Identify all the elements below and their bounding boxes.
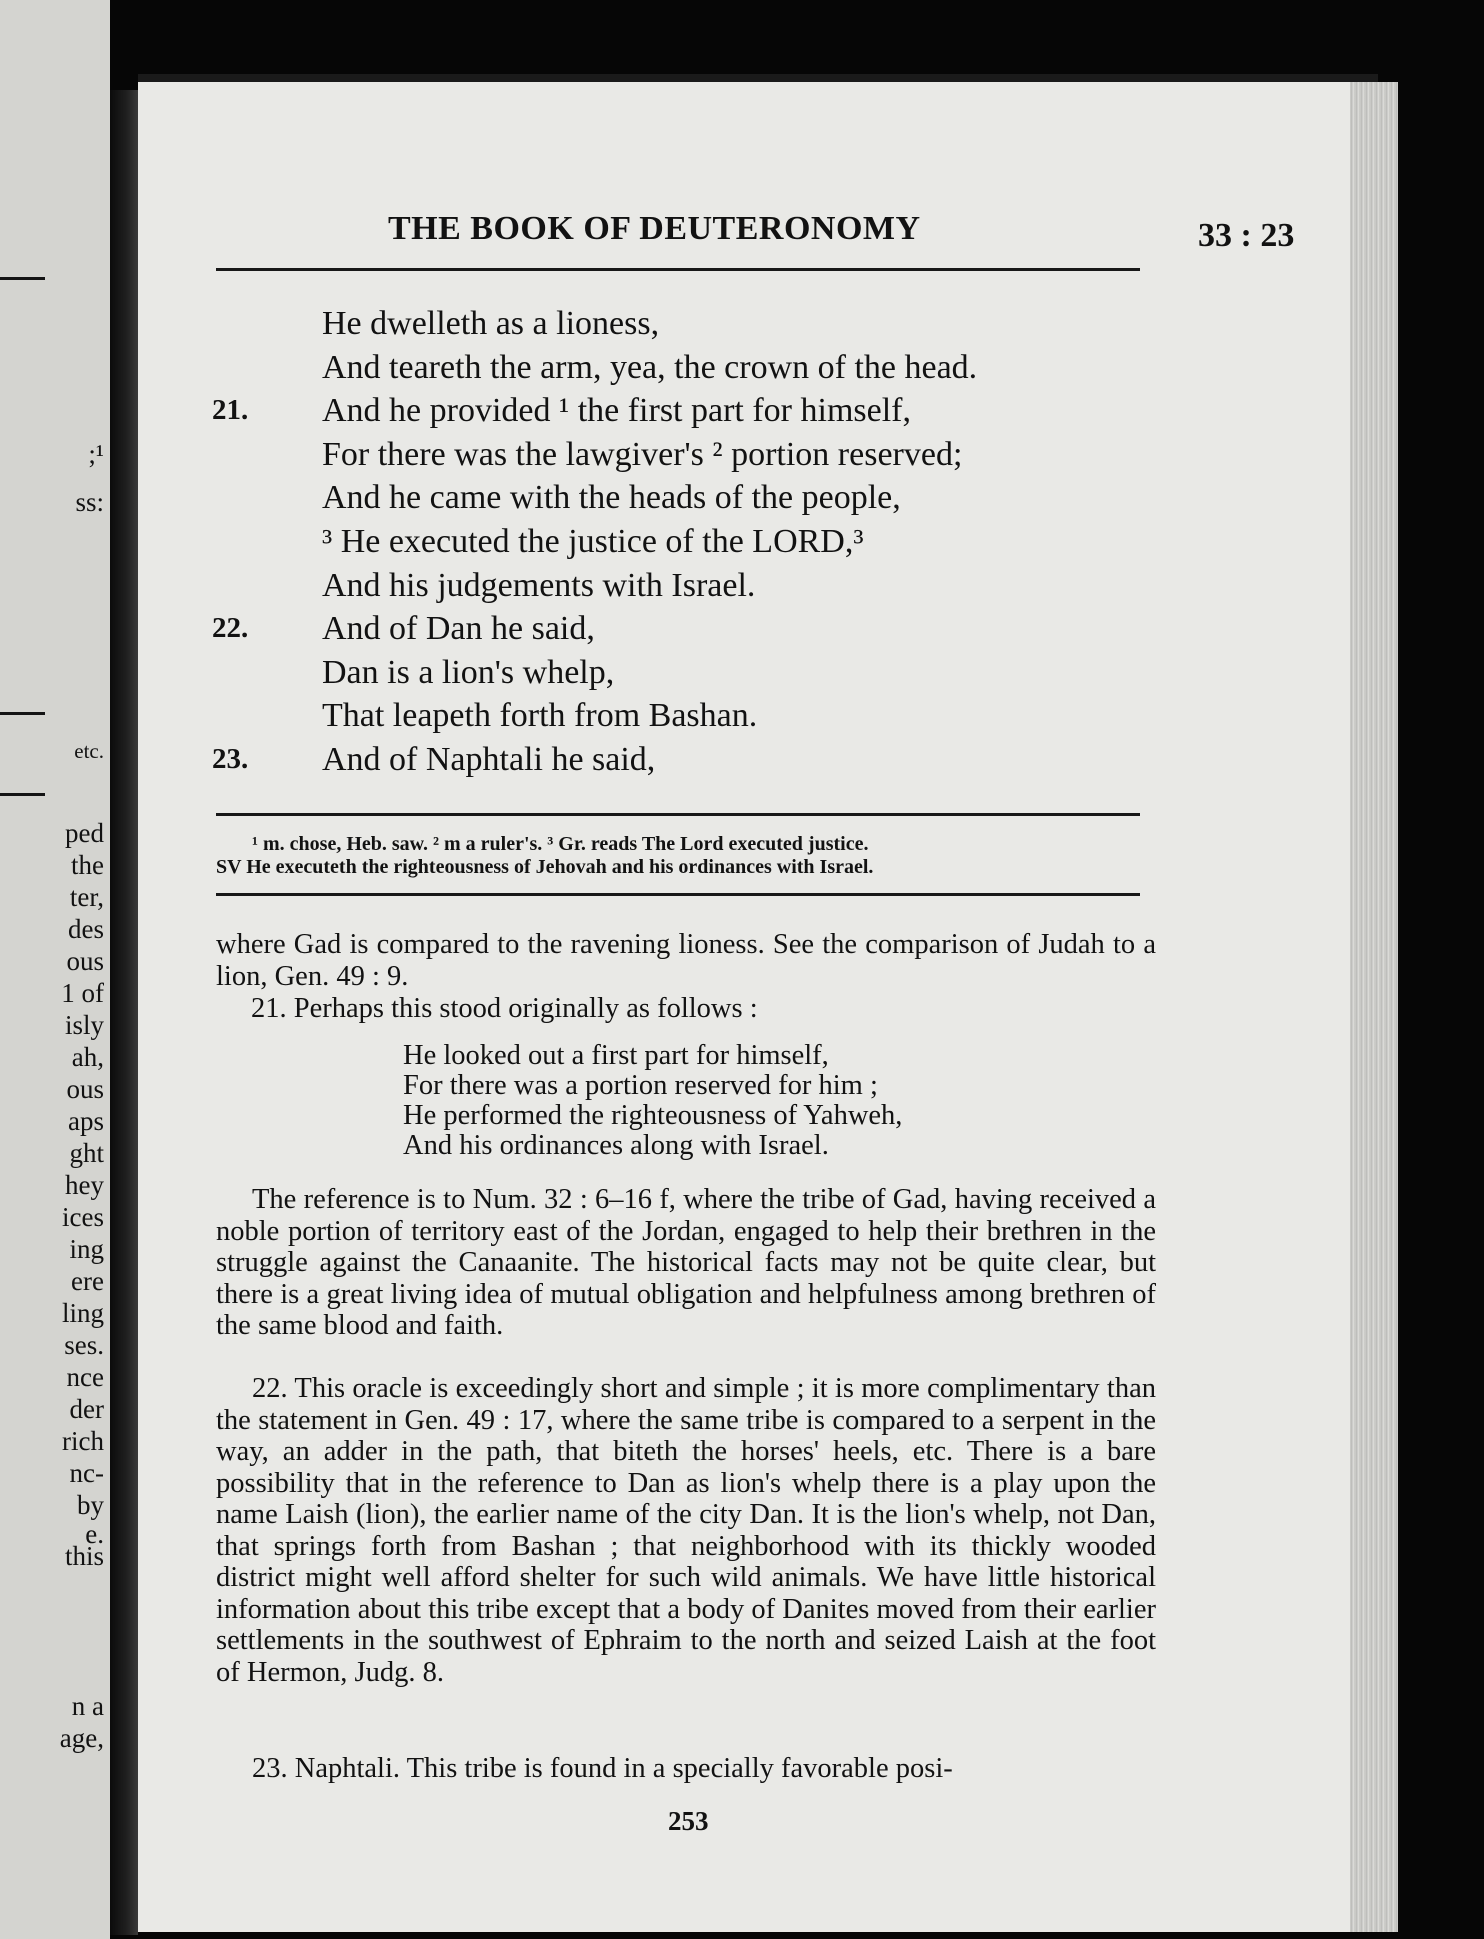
verse-text: And he came with the heads of the people, (322, 479, 901, 517)
commentary-text: where Gad is compared to the ravening lioness. See the comparison of Judah to a lion, Gen. 49 : 9. (216, 929, 1156, 992)
left-fragment: ices (62, 1202, 104, 1232)
commentary-text: The reference is to Num. 32 : 6–16 f, where the tribe of Gad, having received a noble portion of territory east of the Jordan, engaged to help their brethren in the struggle against the Canaanite. The historical facts may not be quite clear, but there is a great living idea of mutual obligation and helpfulness among brethren of the same blood and faith. (216, 1184, 1156, 1341)
left-fragment: rich (62, 1426, 104, 1456)
left-fragment: age, (59, 1723, 104, 1753)
verse-text: And his judgements with Israel. (322, 566, 756, 604)
left-fragment: ses. (64, 1330, 104, 1360)
left-fragment: nce (66, 1362, 104, 1392)
book-gutter (110, 90, 138, 1935)
quoted-line: He performed the righteousness of Yahweh, (403, 1100, 903, 1131)
quoted-line: For there was a portion reserved for him ; (403, 1070, 878, 1101)
verse-text: Dan is a lion's whelp, (322, 653, 615, 691)
commentary-paragraph (216, 1373, 1156, 1688)
header-rule (216, 268, 1140, 271)
chapter-verse-reference: 33 : 23 (1198, 217, 1295, 254)
verse-text: That leapeth forth from Bashan. (322, 697, 758, 735)
quoted-line: He looked out a first part for himself, (403, 1040, 829, 1071)
left-fragment: ss: (75, 487, 104, 517)
verse-text: And he provided ¹ the first part for himself, (322, 392, 911, 430)
left-page-rule (0, 793, 45, 796)
left-fragment: ing (69, 1234, 104, 1264)
left-fragment: des (68, 914, 104, 944)
left-fragment: n a (71, 1691, 104, 1721)
running-title: THE BOOK OF DEUTERONOMY (388, 210, 921, 247)
left-fragment: this (64, 1541, 104, 1571)
left-fragment: etc. (74, 739, 104, 763)
verse-number: 22. (212, 612, 249, 645)
verse-number: 21. (212, 394, 249, 427)
verse-text: And of Dan he said, (322, 610, 595, 648)
left-fragment: ter, (69, 882, 104, 912)
verse-text: And teareth the arm, yea, the crown of the head. (322, 348, 978, 386)
commentary-paragraph (216, 1753, 1156, 1785)
quoted-line: And his ordinances along with Israel. (403, 1130, 829, 1161)
left-fragment: e. (85, 1519, 104, 1549)
left-fragment: der (69, 1394, 104, 1424)
left-fragment: ling (61, 1298, 104, 1328)
commentary-text: 23. Naphtali. This tribe is found in a specially favorable posi- (252, 1753, 953, 1784)
left-page-rule (0, 277, 45, 280)
left-fragment: ous (66, 1074, 104, 1104)
commentary-paragraph (216, 929, 1156, 992)
footnote-top-rule (216, 813, 1140, 816)
commentary-text: 22. This oracle is exceedingly short and simple ; it is more complimentary than the statement in Gen. 49 : 17, where the same tribe is compared to a serpent in the way, an adder in the path, that biteth the horses' heels, etc. There is a bare possibility that in the reference to Dan as lion's whelp there is a play upon the name Laish (lion), the earlier name of the city Dan. It is the lion's whelp, not Dan, that springs forth from Bashan ; that neighborhood with its thickly wooded district might well afford shelter for such wild animals. We have little historical information about this tribe except that a body of Danites moved from their earlier settlements in the southwest of Ephraim to the north and seized Laish at the foot of Hermon, Judg. 8. (216, 1373, 1156, 1688)
left-fragment: aps (68, 1106, 104, 1136)
footnote-line: SV He executeth the righteousness of Jehovah and his ordinances with Israel. (216, 856, 874, 878)
left-fragment: ped (65, 818, 104, 848)
left-fragment: 1 of (61, 978, 104, 1008)
left-fragment: ere (71, 1266, 104, 1296)
page-number: 253 (668, 1806, 709, 1836)
commentary-text: 21. Perhaps this stood originally as follows : (251, 993, 758, 1024)
page-edge (1350, 82, 1398, 1932)
left-fragment: hey (65, 1170, 104, 1200)
left-fragment: ah, (71, 1042, 104, 1072)
left-fragment: ;¹ (88, 439, 104, 469)
left-fragment: isly (64, 1010, 104, 1040)
left-facing-page (0, 0, 110, 1939)
footnote-bottom-rule (216, 893, 1140, 896)
left-fragment: ous (66, 946, 104, 976)
verse-text: For there was the lawgiver's ² portion reserved; (322, 435, 963, 473)
verse-text: And of Naphtali he said, (322, 740, 656, 778)
commentary-paragraph (216, 1184, 1156, 1342)
left-fragment: by (77, 1490, 104, 1520)
commentary-paragraph (251, 993, 1156, 1025)
left-page-rule (0, 712, 45, 715)
verse-text: He dwelleth as a lioness, (322, 305, 660, 342)
verse-text: ³ He executed the justice of the LORD,³ (322, 522, 864, 560)
footnote-line: ¹ m. chose, Heb. saw. ² m a ruler's. ³ Gr. reads The Lord executed justice. (252, 833, 869, 855)
verse-number: 23. (212, 742, 249, 775)
left-fragment: nc- (69, 1458, 104, 1488)
left-fragment: the (71, 850, 104, 880)
left-fragment: ght (69, 1138, 104, 1168)
